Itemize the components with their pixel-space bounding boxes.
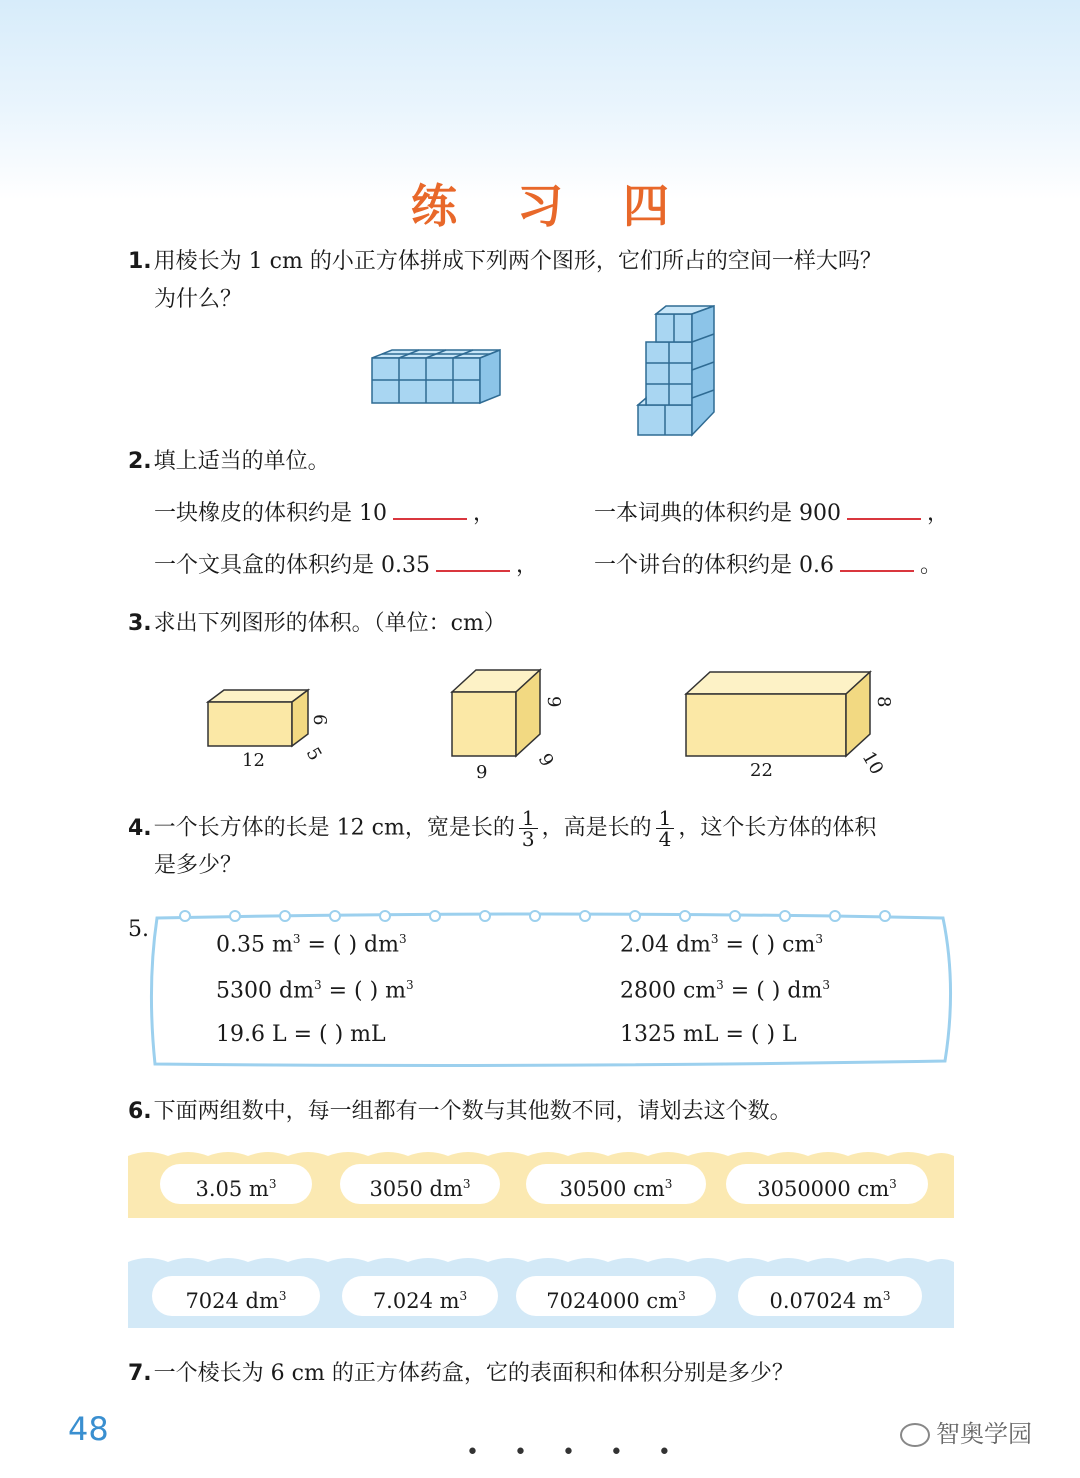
cuboid-1 bbox=[208, 690, 308, 746]
wechat-icon bbox=[900, 1423, 930, 1447]
exponent: 3 bbox=[882, 1289, 891, 1303]
question-text: 一个长方体的长是 12 cm，宽是长的 bbox=[153, 815, 515, 841]
question-text: 填上适当的单位。 bbox=[153, 449, 330, 474]
numerator: 1 bbox=[519, 808, 538, 829]
exponent: 3 bbox=[710, 932, 719, 946]
fill-item-text: 一块橡皮的体积约是 10 bbox=[154, 501, 387, 526]
fill-item bbox=[594, 548, 942, 584]
number-option[interactable] bbox=[726, 1164, 928, 1204]
denominator: 3 bbox=[521, 827, 535, 851]
fill-item-text: 一个文具盒的体积约是 0.35 bbox=[154, 553, 430, 578]
question-4-line2: 是多少？ bbox=[154, 853, 243, 878]
conversion-item bbox=[216, 932, 407, 957]
question-text: ，这个长方体的体积 bbox=[678, 815, 877, 841]
conv-part: 19.6 L = ( ) mL bbox=[216, 1022, 386, 1047]
exponent: 3 bbox=[292, 932, 301, 946]
numerator: 1 bbox=[656, 808, 675, 829]
punctuation: 。 bbox=[919, 553, 942, 578]
option-value: 3050 dm bbox=[369, 1177, 463, 1201]
cube-figures bbox=[360, 300, 740, 445]
conv-part: 0.35 m bbox=[216, 932, 293, 958]
answer-blank[interactable] bbox=[393, 498, 467, 520]
flat-cube-block bbox=[372, 350, 500, 403]
conversion-item bbox=[620, 1022, 797, 1047]
fill-item bbox=[154, 548, 538, 584]
question-1-line2: 为什么？ bbox=[154, 287, 243, 312]
conversion-item bbox=[620, 978, 830, 1003]
exponent: 3 bbox=[822, 978, 830, 992]
answer-blank[interactable] bbox=[436, 550, 510, 572]
answer-blank[interactable] bbox=[840, 550, 914, 572]
fill-item bbox=[594, 496, 949, 532]
cuboid-3 bbox=[686, 672, 870, 756]
question-text: ，高是长的 bbox=[541, 815, 652, 841]
exponent: 3 bbox=[716, 978, 724, 992]
exponent: 3 bbox=[268, 1177, 277, 1191]
fill-item-text: 一本词典的体积约是 900 bbox=[594, 501, 841, 526]
cuboid-1-width: 5 bbox=[301, 744, 326, 765]
option-value: 7.024 m bbox=[372, 1289, 460, 1313]
page-number: 48 bbox=[68, 1410, 109, 1448]
number-option[interactable] bbox=[526, 1164, 706, 1204]
number-option[interactable] bbox=[516, 1276, 716, 1316]
cuboid-3-height: 8 bbox=[873, 696, 894, 708]
stacked-cube-block bbox=[638, 306, 714, 435]
punctuation: ， bbox=[927, 501, 950, 526]
conversion-item bbox=[620, 932, 823, 957]
option-value: 0.07024 m bbox=[769, 1289, 883, 1313]
question-number: 7. bbox=[128, 1361, 152, 1386]
exponent: 3 bbox=[664, 1177, 673, 1191]
page-title: 练 习 四 bbox=[410, 179, 692, 233]
exponent: 3 bbox=[678, 1289, 686, 1303]
punctuation: ， bbox=[473, 501, 496, 526]
question-7 bbox=[128, 1356, 794, 1392]
question-1 bbox=[128, 244, 882, 280]
exponent: 3 bbox=[406, 978, 414, 992]
cuboid-1-length: 12 bbox=[242, 750, 265, 771]
cuboid-3-length: 22 bbox=[750, 760, 773, 781]
conv-part: = ( ) m bbox=[321, 978, 407, 1004]
exponent: 3 bbox=[313, 978, 322, 992]
question-number: 2. bbox=[128, 449, 152, 474]
exponent: 3 bbox=[462, 1177, 471, 1191]
page-dots: • • • • • bbox=[466, 1440, 685, 1465]
option-value: 7024 dm bbox=[185, 1289, 279, 1313]
question-text: 下面两组数中，每一组都有一个数与其他数不同，请划去这个数。 bbox=[153, 1099, 792, 1124]
fraction-one-fourth bbox=[656, 808, 675, 849]
question-text: 一个棱长为 6 cm 的正方体药盒，它的表面积和体积分别是多少？ bbox=[153, 1361, 794, 1386]
question-number: 1. bbox=[128, 249, 152, 274]
conv-part: = ( ) dm bbox=[300, 932, 400, 958]
cuboid-1-height: 6 bbox=[309, 714, 330, 726]
exponent: 3 bbox=[889, 1177, 897, 1191]
question-number: 3. bbox=[128, 611, 152, 636]
question-text: 求出下列图形的体积。（单位：cm） bbox=[153, 611, 506, 636]
question-4 bbox=[128, 808, 876, 849]
exponent: 3 bbox=[815, 932, 823, 946]
conv-part: = ( ) dm bbox=[723, 978, 823, 1004]
question-6 bbox=[128, 1094, 792, 1130]
number-option[interactable] bbox=[340, 1164, 500, 1204]
cuboid-2-height: 9 bbox=[543, 696, 564, 708]
conversion-item bbox=[216, 1022, 386, 1047]
fill-item-text: 一个讲台的体积约是 0.6 bbox=[594, 553, 834, 578]
conv-part: 2.04 dm bbox=[620, 932, 711, 958]
question-5-number: 5. bbox=[128, 917, 149, 942]
question-text: 用棱长为 1 cm 的小正方体拼成下列两个图形，它们所占的空间一样大吗？ bbox=[153, 249, 882, 274]
question-number: 6. bbox=[128, 1099, 152, 1124]
conv-part: 5300 dm bbox=[216, 978, 314, 1004]
question-number: 4. bbox=[128, 815, 152, 841]
exponent: 3 bbox=[399, 932, 407, 946]
option-value: 30500 cm bbox=[559, 1177, 665, 1201]
cuboid-2-length: 9 bbox=[476, 762, 488, 783]
cuboid-2 bbox=[452, 670, 540, 756]
conv-part: = ( ) cm bbox=[718, 932, 816, 958]
option-value: 3050000 cm bbox=[757, 1177, 890, 1201]
cuboid-figures bbox=[190, 660, 910, 785]
answer-blank[interactable] bbox=[847, 498, 921, 520]
conv-part: 1325 mL = ( ) L bbox=[620, 1022, 797, 1047]
fill-item bbox=[154, 496, 495, 532]
cuboid-2-width: 9 bbox=[533, 750, 558, 771]
exponent: 3 bbox=[459, 1289, 468, 1303]
number-option[interactable] bbox=[738, 1276, 922, 1316]
number-option[interactable] bbox=[342, 1276, 498, 1316]
conv-part: 2800 cm bbox=[620, 978, 717, 1004]
option-value: 7024000 cm bbox=[546, 1289, 679, 1313]
fraction-one-third bbox=[519, 808, 538, 849]
question-3 bbox=[128, 606, 506, 642]
number-option[interactable] bbox=[160, 1164, 312, 1204]
exponent: 3 bbox=[278, 1289, 287, 1303]
denominator: 4 bbox=[658, 827, 672, 851]
conversion-item bbox=[216, 978, 414, 1003]
option-value: 3.05 m bbox=[195, 1177, 269, 1201]
watermark bbox=[900, 1414, 1032, 1449]
question-2 bbox=[128, 444, 330, 480]
number-option[interactable] bbox=[152, 1276, 320, 1316]
punctuation: ， bbox=[515, 553, 538, 578]
cuboid-3-width: 10 bbox=[857, 748, 888, 779]
watermark-text: 智奥学园 bbox=[936, 1420, 1032, 1448]
